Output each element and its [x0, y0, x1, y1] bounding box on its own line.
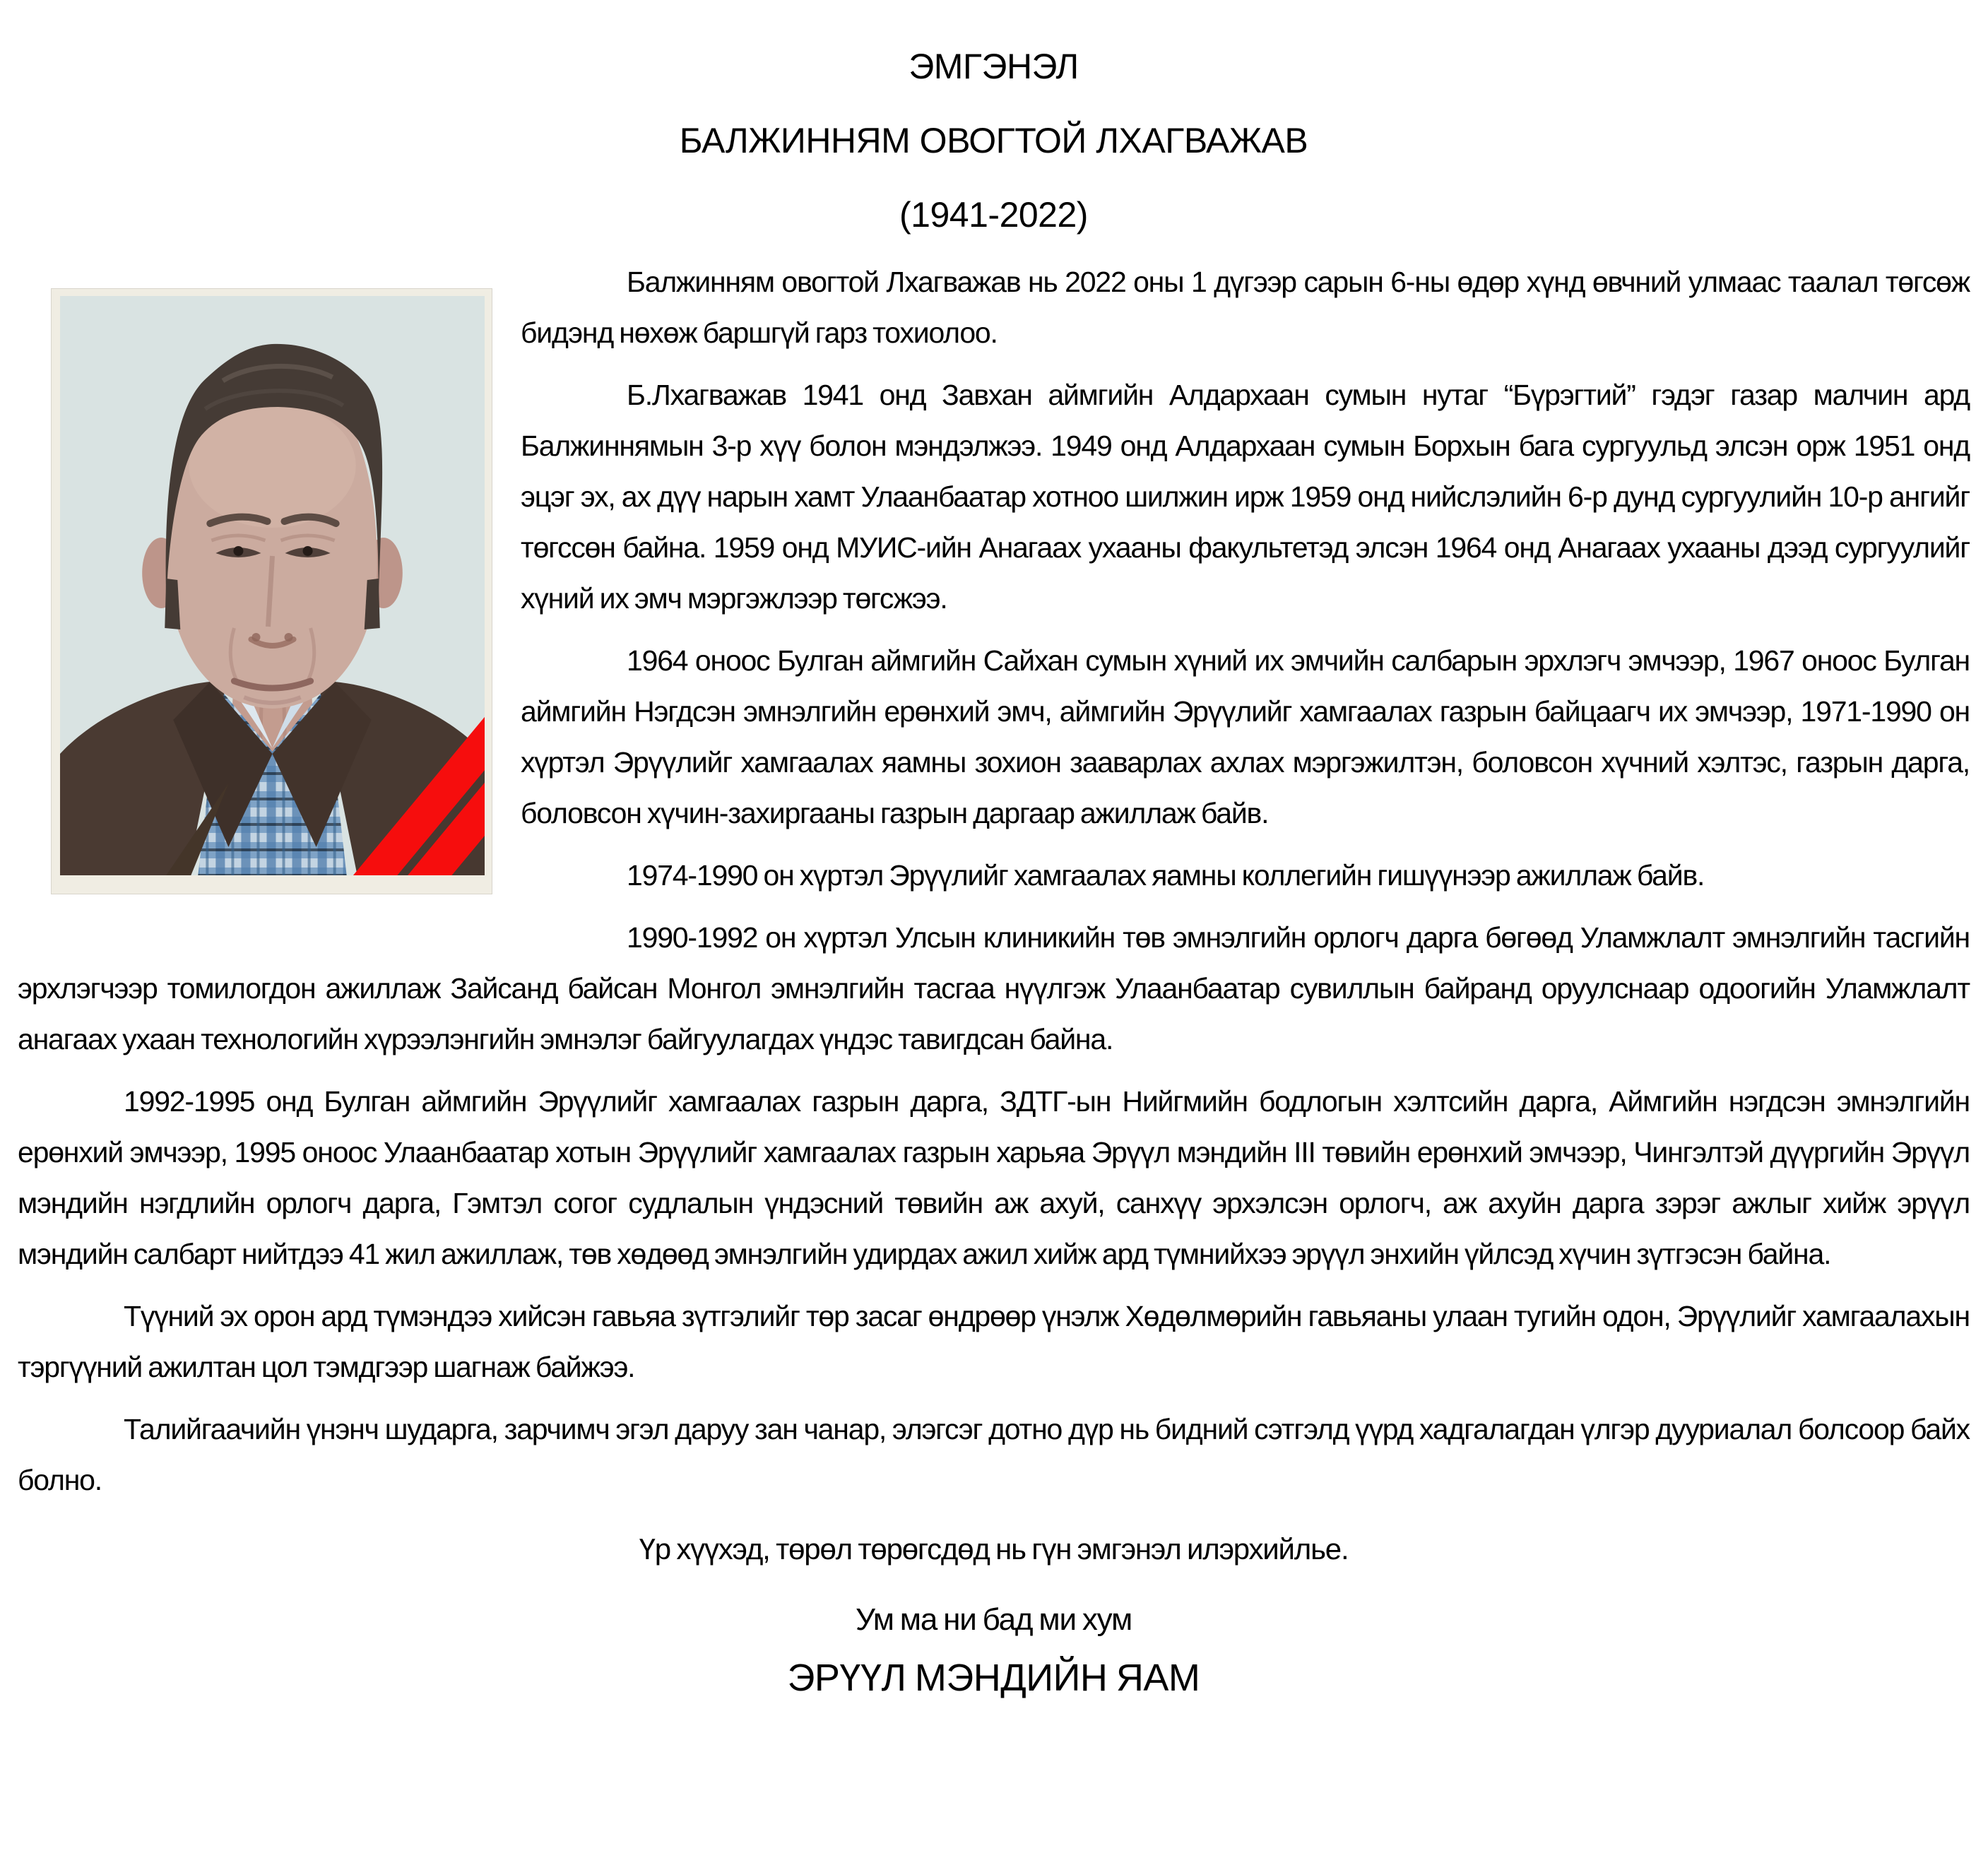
paragraph-awards: Түүний эх орон ард түмэндээ хийсэн гавьяа зүтгэлийг төр засаг өндрөөр үнэлж Хөдөлмөрийн гавьяаны улаан тугийн одон, Эрүүлийг хамгаалахын тэргүүний ажилтан цол тэмдгээр шагнаж байжээ.	[18, 1300, 1970, 1383]
deceased-name: БАЛЖИННЯМ ОВОГТОЙ ЛХАГВАЖАВ	[679, 121, 1308, 160]
paragraph-1992-1995: 1992-1995 онд Булган аймгийн Эрүүлийг хамгаалах газрын дарга, ЗДТГ-ын Нийгмийн бодлогын хэлтсийн дарга, Аймгийн нэгдсэн эмнэлгийн ерөнхий эмчээр, 1995 оноос Улаанбаатар хотын Эрүүлийг хамгаалах газрын харьяа Эрүүл мэндийн III төвийн ерөнхий эмчээр, Чингэлтэй дүүргийн Эрүүл мэндийн нэгдлийн орлогч дарга, Гэмтэл согог судлалын үндэсний төвийн аж ахуй, санхүү эрхэлсэн орлогч, аж ахуйн дарга зэрэг ажлыг хийж эрүүл мэндийн салбарт нийтдээ 41 жил ажиллаж, төв хөдөөд эмнэлгийн удирдах ажил хийж ард түмнийхээ эрүүл энхийн үйлсэд хүчин зүтгэсэн байна.	[18, 1085, 1970, 1270]
document-header	[18, 41, 1970, 241]
paragraph-1990-1992: 1990-1992 он хүртэл Улсын клиникийн төв эмнэлгийн орлогч дарга бөгөөд Уламжлалт эмнэлгийн тасгийн эрхлэгчээр томилогдон ажиллаж Зайсанд байсан Монгол эмнэлгийн тасгаа нүүлгэж Улаанбаатар сувиллын байранд оруулснаар одоогийн Уламжлалт анагаах ухаан технологийн хүрээлэнгийн эмнэлэг байгуулагдах үндэс тавигдсан байна.	[18, 921, 1970, 1055]
paragraph-collegium: 1974-1990 он хүртэл Эрүүлийг хамгаалах яамны коллегийн гишүүнээр ажиллаж байв.	[627, 859, 1705, 892]
portrait-photo	[51, 288, 492, 894]
ministry-signature: ЭРҮҮЛ МЭНДИЙН ЯАМ	[787, 1657, 1200, 1699]
life-years: (1941-2022)	[899, 195, 1088, 235]
portrait-illustration	[60, 296, 485, 875]
paragraph-career-1964: 1964 оноос Булган аймгийн Сайхан сумын хүний их эмчийн салбарын эрхлэгч эмчээр, 1967 оноос Булган аймгийн Нэгдсэн эмнэлгийн ерөнхий эмч, аймгийн Эрүүлийг хамгаалах газрын байцаагч их эмчээр, 1971-1990 он хүртэл Эрүүлийг хамгаалах яамны зохион зааварлах ахлах мэргэжилтэн, боловсон хүчний хэлтэс, газрын дарга, боловсон хүчин-захиргааны газрын даргаар ажиллаж байв.	[521, 644, 1970, 829]
obituary-body	[18, 256, 1970, 1703]
mantra-line: Ум ма ни бад ми хум	[855, 1602, 1132, 1637]
paragraph-character: Талийгаачийн үнэнч шударга, зарчимч эгэл даруу зан чанар, элэгсэг дотно дүр нь бидний сэтгэлд үүрд хадгалагдан үлгэр дууриалал болсоор байх болно.	[18, 1413, 1970, 1496]
paragraph-death-notice: Балжинням овогтой Лхагважав нь 2022 оны 1 дүгээр сарын 6-ны өдөр хүнд өвчний улмаас таалал төгсөж бидэнд нөхөж баршгүй гарз тохиолоо.	[521, 266, 1970, 349]
condolence-line: Үр хүүхэд, төрөл төрөгсдөд нь гүн эмгэнэл илэрхийлье.	[639, 1532, 1349, 1566]
page-title: ЭМГЭНЭЛ	[909, 47, 1079, 86]
paragraph-early-life: Б.Лхагважав 1941 онд Завхан аймгийн Алдархаан сумын нутаг “Бүрэгтий” гэдэг газар малчин ард Балжиннямын 3-р хүү болон мэндэлжээ. 1949 онд Алдархаан сумын Борхын бага сургуульд элсэн орж 1951 онд эцэг эх, ах дүү нарын хамт Улаанбаатар хотноо шилжин ирж 1959 онд нийслэлийн 6-р дунд сургуулийн 10-р ангийг төгссөн байна. 1959 онд МУИС-ийн Анагаах ухааны факультетэд элсэн 1964 онд Анагаах ухааны дээд сургуулийг хүний их эмч мэргэжлээр төгсжээ.	[521, 379, 1970, 615]
